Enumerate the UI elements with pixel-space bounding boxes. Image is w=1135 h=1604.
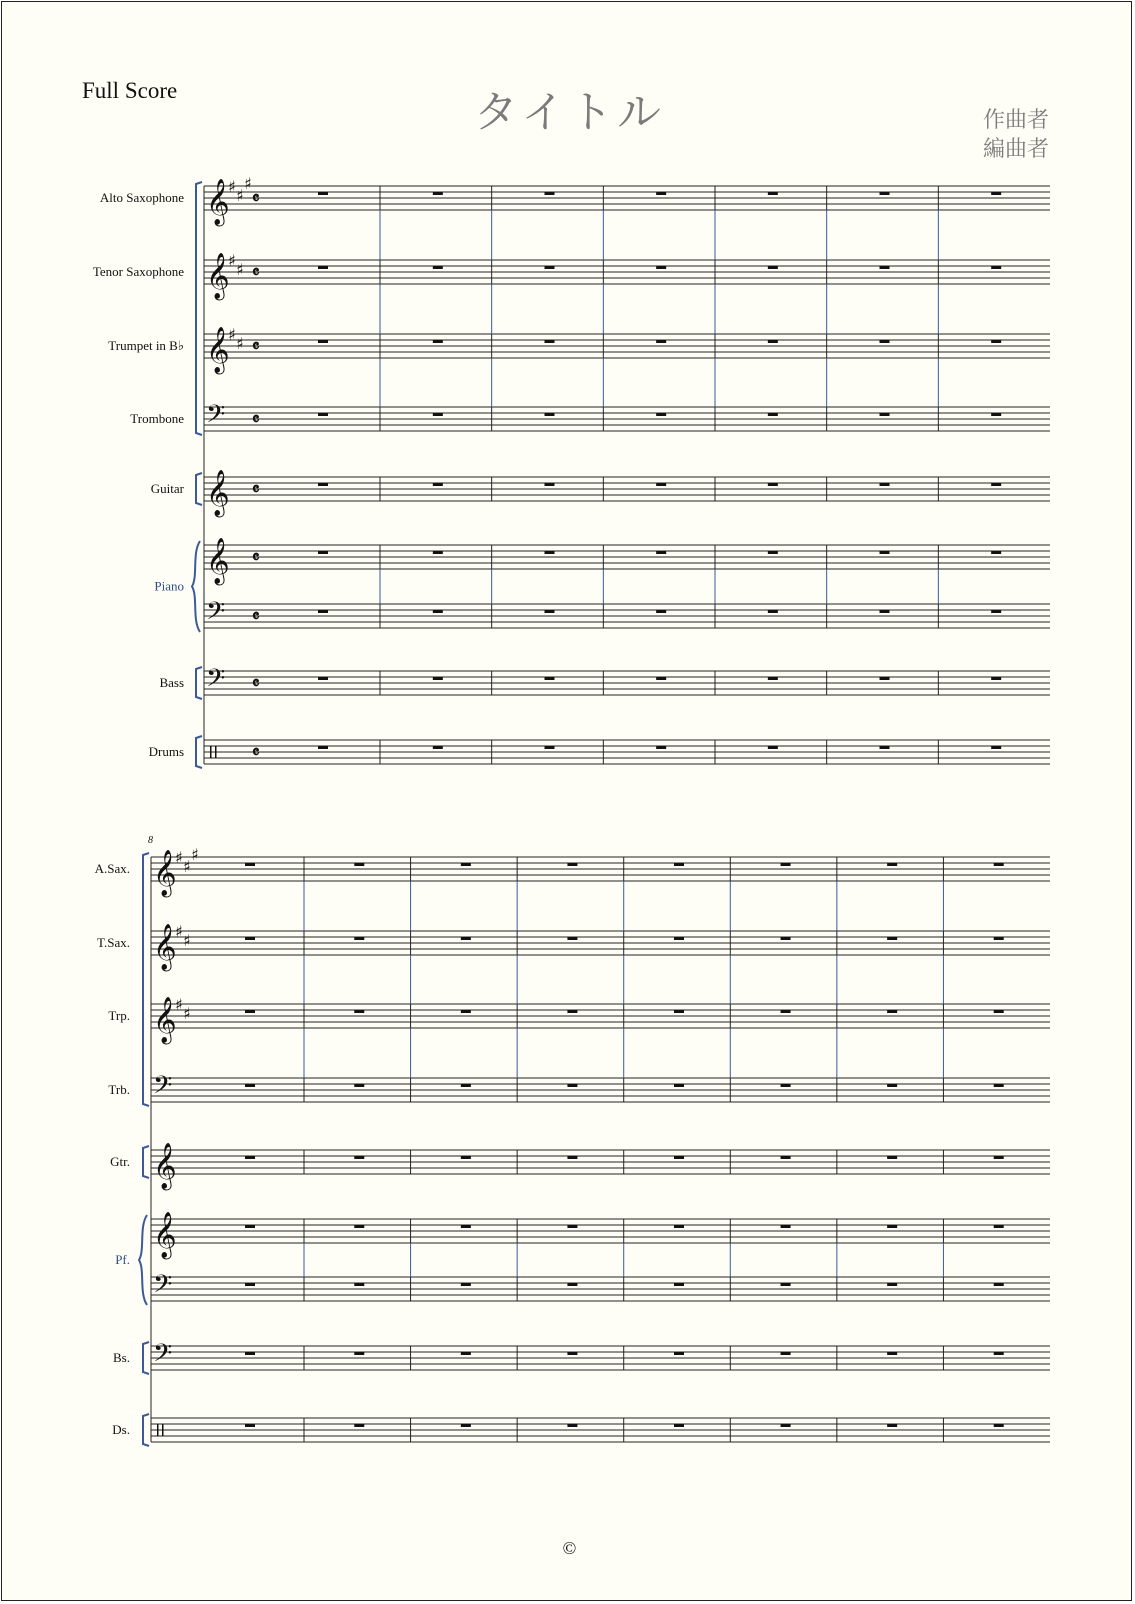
system-1-bass-whole-rest[interactable] [545,677,555,680]
system-2-tenor-sax-whole-rest[interactable] [245,937,255,940]
system-1-tenor-sax-common-time-icon: 𝄴 [252,263,260,283]
system-1-trombone-whole-rest[interactable] [318,413,328,416]
system-1-alto-sax-sharp-icon: ♯ [228,177,236,196]
system-2-tenor-sax-whole-rest[interactable] [461,937,471,940]
system-2-piano-whole-rest[interactable] [567,1225,577,1228]
system-1-trumpet-whole-rest[interactable] [768,340,778,343]
system-1-tenor-sax-whole-rest[interactable] [880,266,890,269]
system-2-piano-whole-rest[interactable] [461,1283,471,1286]
system-1-guitar-whole-rest[interactable] [318,483,328,486]
system-2-drums-whole-rest[interactable] [245,1424,255,1427]
system-2-guitar-whole-rest[interactable] [461,1156,471,1159]
system-2-piano-whole-rest[interactable] [567,1283,577,1286]
system-1-tenor-sax-whole-rest[interactable] [545,266,555,269]
system-1-bass-label: Bass [159,675,184,690]
system-1-bass-whole-rest[interactable] [768,677,778,680]
system-1-tenor-sax-whole-rest[interactable] [656,266,666,269]
system-2-piano-treble-clef-icon: 𝄞 [153,1212,177,1258]
system-2-guitar-treble-clef-icon: 𝄞 [153,1143,177,1189]
system-1-piano-whole-rest[interactable] [545,551,555,554]
system-1-tenor-sax-whole-rest[interactable] [433,266,443,269]
system-1-alto-sax-sharp-icon: ♯ [236,186,244,205]
system-1-trumpet-whole-rest[interactable] [318,340,328,343]
system-1-alto-sax-whole-rest[interactable] [545,192,555,195]
system-2-alto-sax-sharp-icon: ♯ [183,857,191,876]
system-2-bass-whole-rest[interactable] [674,1352,684,1355]
system-2-alto-sax-sharp-icon: ♯ [191,845,199,864]
system-1-piano-treble-clef-icon: 𝄞 [206,538,230,584]
system-1-trumpet-label: Trumpet in B♭ [108,338,184,353]
system-2-drums-whole-rest[interactable] [887,1424,897,1427]
system-1-drums-whole-rest[interactable] [991,746,1001,749]
system-1-guitar-whole-rest[interactable] [656,483,666,486]
system-2-drums-label: Ds. [112,1422,130,1437]
system-2-drums-whole-rest[interactable] [461,1424,471,1427]
system-1-trumpet-common-time-icon: 𝄴 [252,337,260,357]
system-2-trumpet-sharp-icon: ♯ [183,1004,191,1023]
system-2-piano-whole-rest[interactable] [245,1225,255,1228]
system-1-trombone-whole-rest[interactable] [880,413,890,416]
system-1-trombone-whole-rest[interactable] [991,413,1001,416]
system-2-alto-sax-label: A.Sax. [94,861,130,876]
score-title[interactable]: タイトル [473,87,666,138]
system-2-piano-brace [139,1215,147,1305]
system-1-piano-whole-rest[interactable] [880,551,890,554]
system-1-trombone-whole-rest[interactable] [656,413,666,416]
system-1-trumpet-whole-rest[interactable] [433,340,443,343]
system-2-trumpet-whole-rest[interactable] [994,1010,1004,1013]
arranger-text[interactable]: 編曲者 [982,137,1049,162]
system-2-tenor-sax-whole-rest[interactable] [887,937,897,940]
system-1-trumpet-sharp-icon: ♯ [236,334,244,353]
system-1-bass-whole-rest[interactable] [880,677,890,680]
system-1-bass-bass-clef-icon: 𝄢 [206,664,226,699]
system-1-drums-whole-rest[interactable] [545,746,555,749]
system-1-piano-label: Piano [154,578,184,594]
system-2-alto-sax-whole-rest[interactable] [994,863,1004,866]
system-2-bass-bass-clef-icon: 𝄢 [153,1339,173,1374]
system-1-tenor-sax-sharp-icon: ♯ [236,260,244,279]
system-2-bass-whole-rest[interactable] [354,1352,364,1355]
system-1-alto-sax-whole-rest[interactable] [991,192,1001,195]
system-2-tenor-sax-treble-clef-icon: 𝄞 [153,924,177,970]
system-2-piano-whole-rest[interactable] [674,1283,684,1286]
system-2-alto-sax-whole-rest[interactable] [781,863,791,866]
system-1-alto-sax-whole-rest[interactable] [880,192,890,195]
system-1-piano-whole-rest[interactable] [433,551,443,554]
system-2-piano-whole-rest[interactable] [674,1225,684,1228]
system-2-alto-sax-whole-rest[interactable] [354,863,364,866]
system-1-horns-bracket [196,182,202,435]
system-1-piano-whole-rest[interactable] [991,551,1001,554]
system-2-guitar-whole-rest[interactable] [994,1156,1004,1159]
system-1-piano-whole-rest[interactable] [433,610,443,613]
system-1-piano-brace [192,541,200,632]
system-2-trombone-whole-rest[interactable] [461,1084,471,1087]
system-2-trombone-whole-rest[interactable] [674,1084,684,1087]
system-1-trombone-common-time-icon: 𝄴 [252,410,260,430]
system-1-drums-bracket [196,736,202,768]
system-2-trumpet-whole-rest[interactable] [245,1010,255,1013]
system-1-piano-whole-rest[interactable] [318,551,328,554]
system-2-alto-sax-whole-rest[interactable] [567,863,577,866]
system-1-guitar-whole-rest[interactable] [768,483,778,486]
system-2-piano-label: Pf. [115,1252,130,1267]
system-1-drums-label: Drums [148,744,184,759]
system-1-tenor-sax-label: Tenor Saxophone [92,264,184,279]
system-2-alto-sax-whole-rest[interactable] [461,863,471,866]
system-1-tenor-sax-whole-rest[interactable] [318,266,328,269]
system-1-trumpet-whole-rest[interactable] [880,340,890,343]
system-1-guitar-common-time-icon: 𝄴 [252,480,260,500]
system-2-drums-whole-rest[interactable] [994,1424,1004,1427]
system-1-piano-common-time-icon: 𝄴 [252,548,260,568]
system-2-trumpet-label: Trp. [108,1008,130,1023]
system-2-guitar-whole-rest[interactable] [887,1156,897,1159]
system-2-guitar-whole-rest[interactable] [674,1156,684,1159]
system-1-piano-whole-rest[interactable] [768,551,778,554]
system-2-trumpet-sharp-icon: ♯ [175,995,183,1014]
system-2-tenor-sax-whole-rest[interactable] [567,937,577,940]
system-1-alto-sax-whole-rest[interactable] [656,192,666,195]
system-2-piano-whole-rest[interactable] [994,1283,1004,1286]
system-1-piano-whole-rest[interactable] [318,610,328,613]
system-1-trumpet-whole-rest[interactable] [991,340,1001,343]
system-2-piano-bass-clef-icon: 𝄢 [153,1270,173,1305]
copyright-text[interactable]: © [562,1538,577,1558]
system-1-trombone-whole-rest[interactable] [768,413,778,416]
system-2-trombone-whole-rest[interactable] [887,1084,897,1087]
system-1-bass-bracket [196,667,202,699]
system-1-bass-whole-rest[interactable] [318,677,328,680]
system-2-horns-bracket [143,853,149,1106]
system-2-bass-whole-rest[interactable] [245,1352,255,1355]
system-2-trombone-whole-rest[interactable] [245,1084,255,1087]
system-2-piano-whole-rest[interactable] [994,1225,1004,1228]
system-1-alto-sax-treble-clef-icon: 𝄞 [206,179,230,225]
system-2-trumpet-whole-rest[interactable] [674,1010,684,1013]
system-2-guitar-bracket [143,1146,149,1178]
system-2-trumpet-whole-rest[interactable] [781,1010,791,1013]
system-2-alto-sax-sharp-icon: ♯ [175,848,183,867]
system-1-guitar-whole-rest[interactable] [991,483,1001,486]
system-2-drums-whole-rest[interactable] [354,1424,364,1427]
system-1-alto-sax-sharp-icon: ♯ [244,174,252,193]
system-1-drums-whole-rest[interactable] [318,746,328,749]
system-2-tenor-sax-label: T.Sax. [97,935,130,950]
system-2-alto-sax-whole-rest[interactable] [674,863,684,866]
system-1-piano-whole-rest[interactable] [768,610,778,613]
system-1-bass-whole-rest[interactable] [991,677,1001,680]
system-2-guitar-whole-rest[interactable] [781,1156,791,1159]
system-2-bass-whole-rest[interactable] [567,1352,577,1355]
system-2-trumpet-treble-clef-icon: 𝄞 [153,997,177,1043]
system-1-alto-sax-label: Alto Saxophone [99,190,184,205]
system-1-trombone-bass-clef-icon: 𝄢 [206,400,226,435]
system-2-piano-whole-rest[interactable] [781,1225,791,1228]
system-1-trumpet-treble-clef-icon: 𝄞 [206,327,230,373]
system-1-piano-whole-rest[interactable] [991,610,1001,613]
system-2-drums-bracket [143,1414,149,1446]
system-2-trumpet-whole-rest[interactable] [461,1010,471,1013]
system-2-drums-whole-rest[interactable] [674,1424,684,1427]
system-2-alto-sax-treble-clef-icon: 𝄞 [153,850,177,896]
system-2-trombone-whole-rest[interactable] [354,1084,364,1087]
system-1-guitar-whole-rest[interactable] [545,483,555,486]
system-2-drums-percussion-clef-icon [162,1424,164,1436]
system-2-trumpet-whole-rest[interactable] [567,1010,577,1013]
system-1-drums-whole-rest[interactable] [768,746,778,749]
system-1-guitar-treble-clef-icon: 𝄞 [206,470,230,516]
system-1-trumpet-sharp-icon: ♯ [228,325,236,344]
system-1-drums-percussion-clef-icon [210,746,212,758]
system-2-trombone-bass-clef-icon: 𝄢 [153,1071,173,1106]
system-1-tenor-sax-whole-rest[interactable] [768,266,778,269]
system-1-trombone-label: Trombone [130,411,184,426]
system-1-guitar-label: Guitar [150,481,184,496]
system-2-trombone-label: Trb. [108,1082,130,1097]
system-1-tenor-sax-sharp-icon: ♯ [228,251,236,270]
score-type-label: Full Score [82,78,178,103]
system-1-piano-common-time-icon: 𝄴 [252,607,260,627]
system-1-trombone-whole-rest[interactable] [545,413,555,416]
system-1-trumpet-whole-rest[interactable] [656,340,666,343]
system-1-tenor-sax-whole-rest[interactable] [991,266,1001,269]
system-1-guitar-bracket [196,473,202,505]
system-2-piano-whole-rest[interactable] [354,1225,364,1228]
system-2-measure-number: 8 [148,835,153,846]
system-2-tenor-sax-whole-rest[interactable] [994,937,1004,940]
system-2-piano-whole-rest[interactable] [887,1283,897,1286]
system-1-guitar-whole-rest[interactable] [880,483,890,486]
composer-text[interactable]: 作曲者 [982,108,1049,133]
system-2-piano-whole-rest[interactable] [354,1283,364,1286]
system-1-drums-common-time-icon: 𝄴 [252,743,260,763]
system-2-trombone-whole-rest[interactable] [994,1084,1004,1087]
system-2-bass-label: Bs. [113,1350,130,1365]
system-2-tenor-sax-sharp-icon: ♯ [183,931,191,950]
system-2-piano-whole-rest[interactable] [781,1283,791,1286]
system-2-tenor-sax-whole-rest[interactable] [354,937,364,940]
system-1-alto-sax-whole-rest[interactable] [433,192,443,195]
system-2-trumpet-whole-rest[interactable] [354,1010,364,1013]
system-2-tenor-sax-whole-rest[interactable] [674,937,684,940]
system-1-drums-whole-rest[interactable] [433,746,443,749]
system-1-bass-whole-rest[interactable] [656,677,666,680]
system-1-piano-whole-rest[interactable] [656,610,666,613]
system-2-piano-whole-rest[interactable] [887,1225,897,1228]
system-1-drums-whole-rest[interactable] [656,746,666,749]
system-1-drums-whole-rest[interactable] [880,746,890,749]
system-2-piano-whole-rest[interactable] [461,1225,471,1228]
system-2-guitar-whole-rest[interactable] [567,1156,577,1159]
system-2-bass-whole-rest[interactable] [781,1352,791,1355]
system-1-bass-whole-rest[interactable] [433,677,443,680]
system-2-trumpet-whole-rest[interactable] [887,1010,897,1013]
system-2-bass-bracket [143,1342,149,1374]
system-2-alto-sax-whole-rest[interactable] [887,863,897,866]
system-2-drums-percussion-clef-icon [157,1424,159,1436]
system-1-piano-whole-rest[interactable] [880,610,890,613]
system-1-trombone-whole-rest[interactable] [433,413,443,416]
system-2-guitar-whole-rest[interactable] [354,1156,364,1159]
system-1-piano-whole-rest[interactable] [656,551,666,554]
system-2-guitar-whole-rest[interactable] [245,1156,255,1159]
system-2-alto-sax-whole-rest[interactable] [245,863,255,866]
system-1-drums-percussion-clef-icon [215,746,217,758]
system-2-guitar-label: Gtr. [110,1154,130,1169]
system-2-tenor-sax-whole-rest[interactable] [781,937,791,940]
system-2-piano-whole-rest[interactable] [245,1283,255,1286]
system-2-bass-whole-rest[interactable] [994,1352,1004,1355]
system-1-guitar-whole-rest[interactable] [433,483,443,486]
system-1-alto-sax-whole-rest[interactable] [768,192,778,195]
system-2-bass-whole-rest[interactable] [461,1352,471,1355]
system-1-alto-sax-common-time-icon: 𝄴 [252,189,260,209]
system-1-trumpet-whole-rest[interactable] [545,340,555,343]
system-1-piano-whole-rest[interactable] [545,610,555,613]
system-2-trombone-whole-rest[interactable] [567,1084,577,1087]
system-1-bass-common-time-icon: 𝄴 [252,674,260,694]
system-2-drums-whole-rest[interactable] [567,1424,577,1427]
system-2-bass-whole-rest[interactable] [887,1352,897,1355]
system-1-tenor-sax-treble-clef-icon: 𝄞 [206,253,230,299]
system-1-alto-sax-whole-rest[interactable] [318,192,328,195]
system-1-piano-bass-clef-icon: 𝄢 [206,597,226,632]
system-2-trombone-whole-rest[interactable] [781,1084,791,1087]
system-2-tenor-sax-sharp-icon: ♯ [175,922,183,941]
system-2-drums-whole-rest[interactable] [781,1424,791,1427]
